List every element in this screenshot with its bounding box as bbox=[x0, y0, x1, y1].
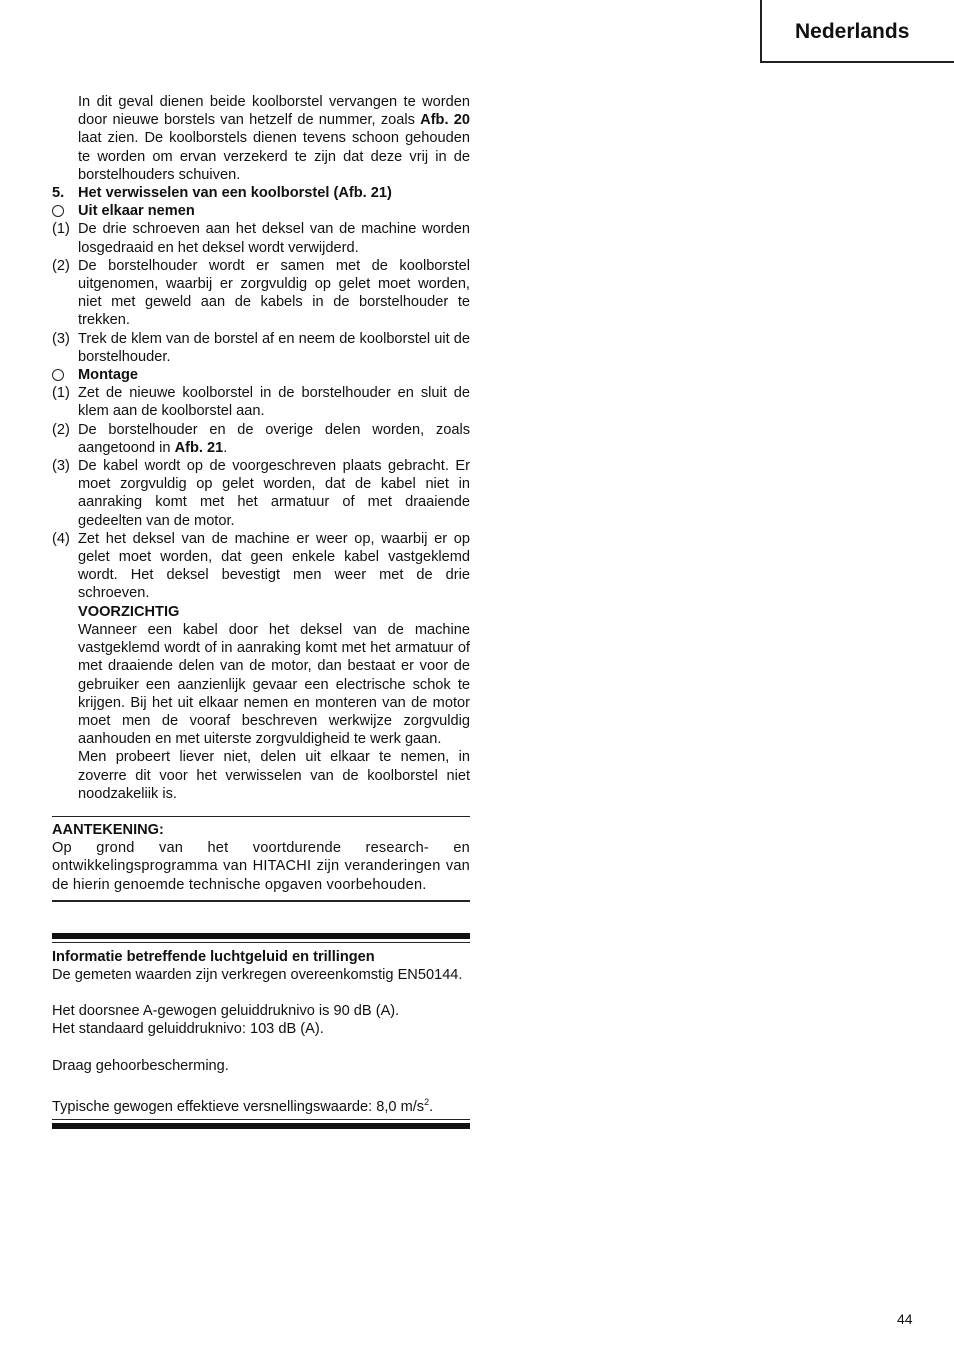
section-number: 5. bbox=[52, 185, 65, 202]
step-text: Zet de nieuwe koolborstel in de borstelhouder en sluit de klem aan de koolborstel aan. bbox=[78, 385, 470, 420]
step-text: De borstelhouder wordt er samen met de koolborstel uitgenomen, waarbij er zorgvuldig op gelet moet worden, niet met geweld aan de kabels in de borstelhouder te trekken. bbox=[78, 257, 470, 329]
noise-pressure: Het doorsnee A-gewogen geluiddruknivo is 90 dB (A). bbox=[52, 1003, 400, 1020]
intro-text: In dit geval dienen beide koolborstel vervangen te worden door nieuwe borstels van hetzelf de nummer, zoals bbox=[78, 94, 470, 129]
subheading-assembly bbox=[52, 366, 470, 384]
step-number: (1) bbox=[52, 221, 70, 238]
hearing-protection: Draag gehoorbescherming. bbox=[52, 1057, 229, 1074]
figure-reference: Afb. 21 bbox=[174, 439, 224, 456]
language-label: Nederlands bbox=[795, 20, 910, 43]
step bbox=[52, 530, 470, 603]
unit-superscript: 2 bbox=[424, 1096, 430, 1107]
caution-text: Wanneer een kabel door het deksel van de machine vastgeklemd wordt of in aanraking komt met het armatuur of met draaiende delen van de motor, dan bestaat er voor de gebruiker een aanzienlijk gevaar een electrische schok te krijgen. Bij het uit elkaar nemen en monteren van de motor moet men de vooraf beschreven werkwijze zorgvuldig aanhouden en met uiterste zorgvuldigheid te werk gaan. bbox=[78, 621, 470, 748]
circle-bullet-icon bbox=[52, 369, 64, 381]
step-number: (3) bbox=[52, 458, 70, 475]
vibration-text: Typische gewogen effektieve versnellingswaarde: 8,0 m/s bbox=[52, 1098, 425, 1115]
noise-heading bbox=[52, 948, 470, 966]
step-number: (4) bbox=[52, 530, 70, 547]
main-column bbox=[52, 93, 470, 1129]
step bbox=[52, 384, 470, 420]
step bbox=[52, 457, 470, 530]
circle-bullet-icon bbox=[52, 205, 64, 217]
section-rule-thin bbox=[52, 942, 470, 943]
vibration-value bbox=[52, 1093, 470, 1116]
divider bbox=[52, 816, 470, 817]
step-text: De drie schroeven aan het deksel van de machine worden losgedraaid en het deksel wordt verwijderd. bbox=[78, 221, 470, 256]
note-text: Op grond van het voortdurende research- en ontwikkelingsprogramma van HITACHI zijn veranderingen van de hierin genoemde technische opgaven voorbehouden. bbox=[52, 840, 470, 893]
section-rule-thin bbox=[52, 1119, 470, 1120]
step-number: (2) bbox=[52, 257, 70, 274]
step-text: De kabel wordt op de voorgeschreven plaats gebracht. Er moet zorgvuldig op gelet worden, dat de kabel niet in aanraking komt met het armatuur of met draaiende gedeelten van de motor. bbox=[78, 458, 470, 529]
note-heading bbox=[52, 821, 470, 839]
step-text: Trek de klem van de borstel af en neem de koolborstel uit de borstelhouder. bbox=[78, 330, 470, 365]
step-number: (3) bbox=[52, 330, 70, 347]
subheading-text: Uit elkaar nemen bbox=[78, 203, 195, 220]
section-title: Het verwisselen van een koolborstel (Afb. 21) bbox=[78, 185, 392, 202]
step-text-end: . bbox=[223, 439, 228, 456]
step-text: Zet het deksel van de machine er weer op, waarbij er op gelet moet worden, dat geen enkele kabel vastgeklemd wordt. Het deksel bevestigt men weer met de drie schroeven. bbox=[78, 530, 470, 602]
section-heading bbox=[52, 184, 470, 202]
subheading-text: Montage bbox=[78, 367, 138, 384]
noise-power: Het standaard geluiddruknivo: 103 dB (A). bbox=[52, 1021, 324, 1038]
page-number: 44 bbox=[897, 1311, 913, 1327]
subheading-disassembly bbox=[52, 202, 470, 220]
note-title: AANTEKENING: bbox=[52, 821, 164, 838]
intro-paragraph bbox=[52, 93, 470, 184]
step-text: De borstelhouder en de overige delen worden, zoals aangetoond in bbox=[78, 421, 470, 456]
noise-measured: De gemeten waarden zijn verkregen overeenkomstig EN50144. bbox=[52, 966, 463, 983]
step bbox=[52, 257, 470, 330]
step bbox=[52, 330, 470, 366]
step-number: (2) bbox=[52, 421, 70, 438]
step bbox=[52, 220, 470, 256]
figure-reference: Afb. 20 bbox=[420, 112, 471, 129]
vibration-end: . bbox=[429, 1098, 434, 1115]
noise-title: Informatie betreffende luchtgeluid en trillingen bbox=[52, 948, 375, 965]
section-rule-thick bbox=[52, 1123, 470, 1129]
section-rule-thick bbox=[52, 933, 470, 939]
caution-heading bbox=[52, 603, 470, 621]
caution-title: VOORZICHTIG bbox=[78, 603, 180, 620]
intro-text-end: laat zien. De koolborstels dienen tevens schoon gehouden te worden om ervan verzekerd te zijn dat deze vrij in de borstelhouders schuiven. bbox=[78, 130, 470, 183]
step-number: (1) bbox=[52, 385, 70, 402]
caution-text-2: Men probeert liever niet, delen uit elkaar te nemen, in zoverre dit voor het verwisselen van de koolborstel niet noodzakeliik is. bbox=[78, 749, 470, 802]
step bbox=[52, 421, 470, 457]
